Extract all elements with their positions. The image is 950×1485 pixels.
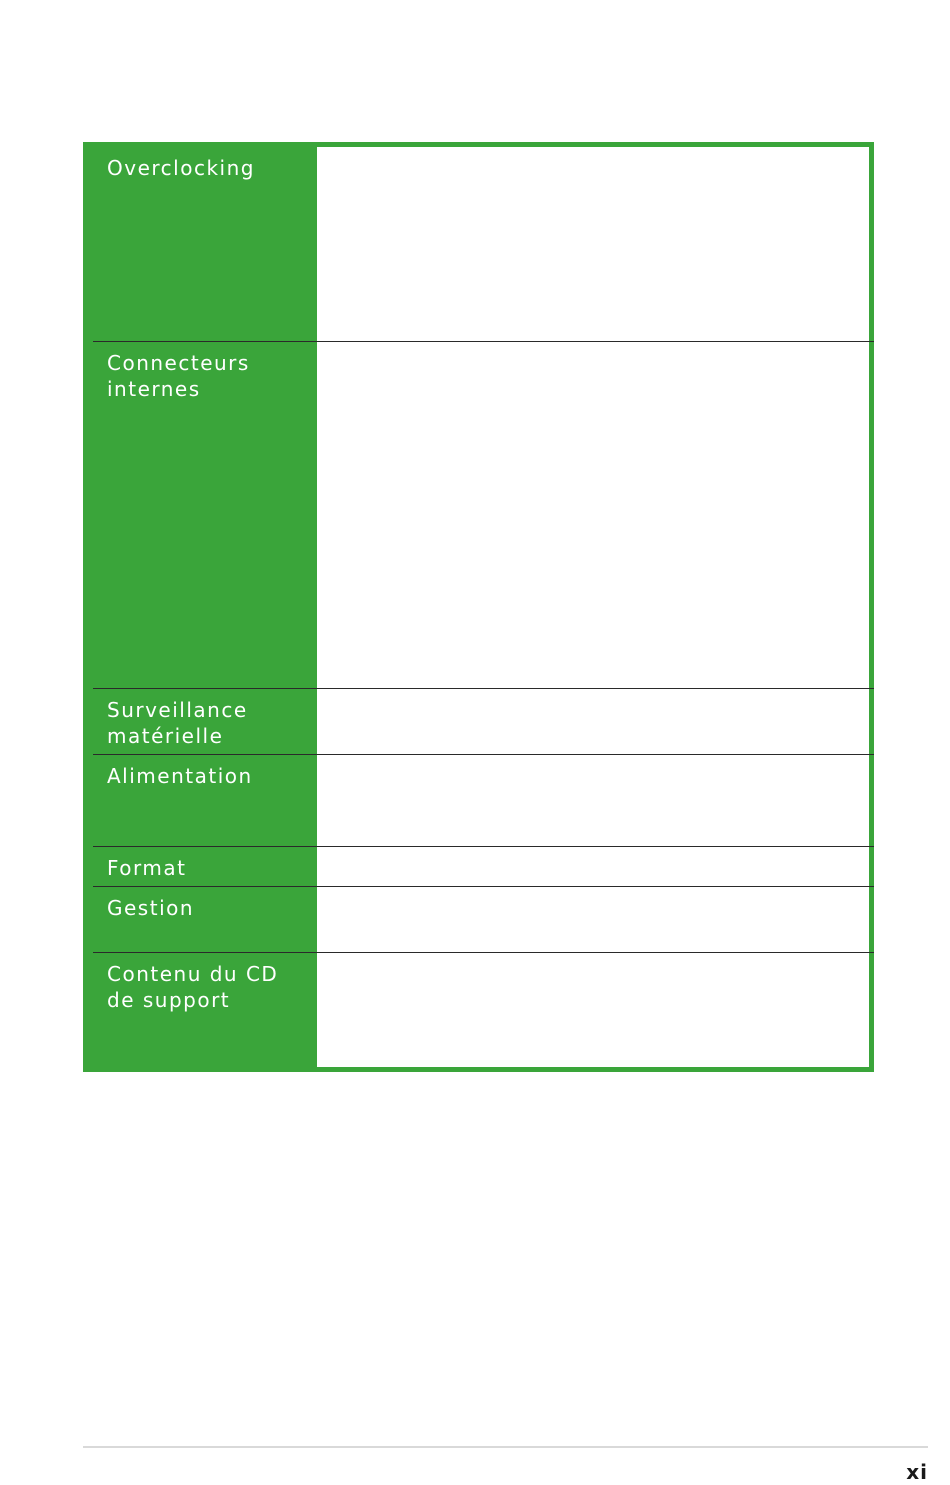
row-value-overclocking [317, 147, 869, 341]
row-label-connecteurs-internes: Connecteurs internes [107, 351, 250, 401]
row-label-overclocking: Overclocking [107, 156, 255, 180]
spec-row-alimentation [93, 755, 869, 846]
row-label-contenu-cd: Contenu du CD de support [107, 962, 279, 1012]
spec-row-format [93, 847, 869, 886]
row-label-gestion: Gestion [107, 896, 195, 920]
row-value-contenu-cd [317, 953, 869, 1067]
row-value-alimentation [317, 755, 869, 846]
spec-row-contenu-cd [93, 953, 869, 1067]
page-number: xi [906, 1460, 928, 1484]
row-label-format: Format [107, 856, 187, 880]
footer-divider [83, 1446, 928, 1448]
spec-row-surveillance-materielle [93, 689, 869, 754]
spec-row-overclocking [93, 147, 869, 341]
row-value-gestion [317, 887, 869, 952]
row-value-connecteurs-internes [317, 342, 869, 688]
spec-table [83, 142, 874, 1072]
row-value-surveillance-materielle [317, 689, 869, 754]
row-label-alimentation: Alimentation [107, 764, 253, 788]
row-label-surveillance-materielle: Surveillance matérielle [107, 698, 248, 748]
row-value-format [317, 847, 869, 886]
spec-row-gestion [93, 887, 869, 952]
spec-row-connecteurs-internes [93, 342, 869, 688]
